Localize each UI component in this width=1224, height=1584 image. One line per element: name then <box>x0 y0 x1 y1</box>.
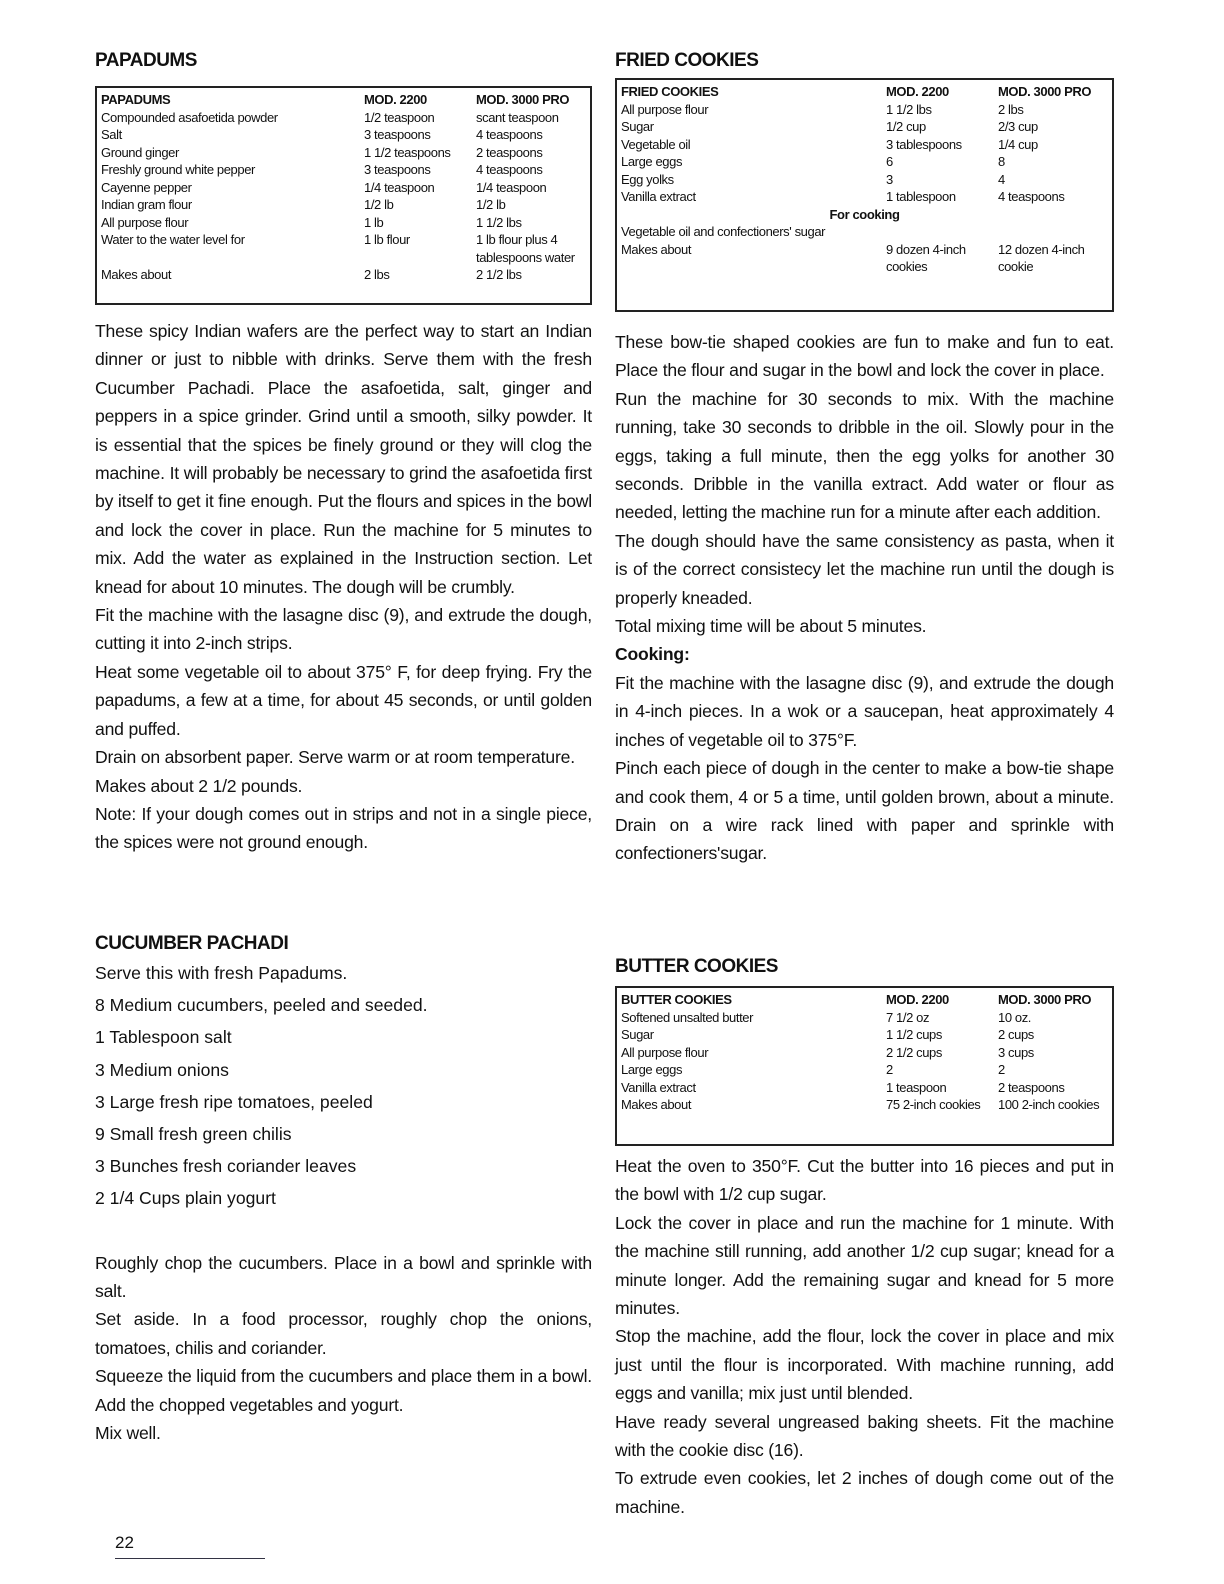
table-row <box>621 171 1108 189</box>
paragraph: Mix well. <box>95 1423 161 1444</box>
ingredient-cell: Softened unsalted butter <box>621 1009 754 1025</box>
mod-2200-cell: 1/2 cup <box>886 119 926 134</box>
ingredient-cell: Vegetable oil <box>621 136 691 152</box>
butter-cookies-section <box>615 956 1114 1521</box>
ingredient-cell: Indian gram flour <box>101 197 192 212</box>
table-row <box>101 109 586 127</box>
mod-3000-cell: 2 <box>998 1062 1005 1077</box>
mod-3000-cell <box>998 223 1108 241</box>
mod-2200-cell: 1 teaspoon <box>886 1079 947 1095</box>
pachadi-section <box>95 933 592 1447</box>
ingredient-cell: All purpose flour <box>621 101 709 117</box>
section-heading: CUCUMBER PACHADI <box>95 933 289 954</box>
ingredient-cell: PAPADUMS <box>101 92 171 107</box>
mod-3000-cell: 100 2-inch cookies <box>998 1097 1100 1112</box>
mod-3000-cell: 4 <box>998 171 1005 187</box>
paragraph: Fit the machine with the lasagne disc (9), and extrude the dough in 4-inch pieces. In a wok or a saucepan, heat approximately 4 inches of vegetable oil to 375°F. <box>615 672 1114 750</box>
mod-2200-cell: 3 <box>886 171 893 187</box>
cooking-text <box>615 669 1114 868</box>
paragraph: Note: If your dough comes out in strips and not in a single piece, the spices were not ground enough. <box>95 803 592 853</box>
mod-2200-cell: 1 lb flour <box>364 232 410 247</box>
paragraph: Pinch each piece of dough in the center to make a bow-tie shape and cook them, 4 or 5 a time, until golden brown, about a minute. Drain on a wire rack lined with paper and sprinkle with confectioners'sugar. <box>615 758 1114 864</box>
table-row <box>621 1009 1108 1027</box>
paragraph: The dough should have the same consistency as pasta, when it is of the correct consistecy let the machine run until the dough is properly kneaded. <box>615 530 1114 608</box>
table-row <box>621 223 1108 241</box>
list-item: 3 Bunches fresh coriander leaves <box>95 1156 357 1177</box>
list-item: Serve this with fresh Papadums. <box>95 963 348 983</box>
fried-cookies-text <box>615 328 1114 640</box>
table-row <box>621 1026 1108 1044</box>
paragraph: Makes about 2 1/2 pounds. <box>95 775 303 796</box>
mod-2200-cell: 1 1/2 cups <box>886 1027 942 1042</box>
paragraph: Squeeze the liquid from the cucumbers and place them in a bowl. Add the chopped vegetables and yogurt. <box>95 1366 592 1415</box>
mod-2200-cell: 2 lbs <box>364 267 390 282</box>
ingredient-cell: Cayenne pepper <box>101 179 192 195</box>
mod-2200-cell: 1/2 teaspoon <box>364 109 435 125</box>
table-header <box>621 83 1108 101</box>
ingredient-cell: Sugar <box>621 1027 654 1042</box>
list-item: 9 Small fresh green chilis <box>95 1124 292 1145</box>
paragraph: Heat some vegetable oil to about 375° F, for deep frying. Fry the papadums, a few at a time, for about 45 seconds, or until golden and puffed. <box>95 661 592 739</box>
ingredient-cell: Egg yolks <box>621 171 674 187</box>
mod-3000-cell: 12 dozen 4-inch cookie <box>998 241 1085 274</box>
paragraph: Total mixing time will be about 5 minutes. <box>615 616 927 637</box>
mod-2200-cell: 9 dozen 4-inch cookies <box>886 241 966 274</box>
pachadi-text <box>95 1249 592 1448</box>
paragraph: Have ready several ungreased baking sheets. Fit the machine with the cookie disc (16). <box>615 1411 1114 1461</box>
table-row <box>621 101 1108 119</box>
mod-3000-cell: 3 cups <box>998 1044 1034 1060</box>
mod-2200-cell: 1 lb <box>364 214 384 230</box>
table-row <box>621 136 1108 154</box>
mod-2200-cell: 6 <box>886 154 893 169</box>
ingredient-cell: Large eggs <box>621 154 683 169</box>
table-row <box>621 1096 1108 1114</box>
ingredient-cell: Ground ginger <box>101 144 179 160</box>
mod-3000-cell: 4 teaspoons <box>998 189 1065 204</box>
mod-2200-cell: 1 tablespoon <box>886 189 956 204</box>
ingredient-cell: Large eggs <box>621 1062 683 1077</box>
mod-2200-cell: 1/4 teaspoon <box>364 179 435 195</box>
list-item: 8 Medium cucumbers, peeled and seeded. <box>95 995 428 1016</box>
mod-3000-cell: 1/4 teaspoon <box>476 179 547 195</box>
ingredient-cell: All purpose flour <box>621 1044 709 1060</box>
mod-2200-cell: 1 1/2 lbs <box>886 101 932 117</box>
table-row <box>101 196 586 214</box>
paragraph: Run the machine for 30 seconds to mix. With the machine running, take 30 seconds to dribble in the oil. Slowly pour in the eggs, taking a full minute, then the egg yolks for another 30 seconds. Dribble in the vanilla extract. Add water or flour as needed, letting the machine run for a minute after each addition. <box>615 388 1114 523</box>
table-row <box>621 188 1108 206</box>
ingredient-cell: BUTTER COOKIES <box>621 992 732 1007</box>
table-row <box>101 144 586 162</box>
mod-3000-cell: 1 lb flour plus 4 tablespoons water <box>476 232 575 265</box>
table-header <box>101 91 586 109</box>
ingredient-cell: Makes about <box>621 1097 692 1112</box>
mod-2200-cell: MOD. 2200 <box>886 992 949 1007</box>
paragraph: Drain on absorbent paper. Serve warm or at room temperature. <box>95 747 575 768</box>
table-row <box>621 118 1108 136</box>
papadums-section <box>95 50 592 857</box>
mod-2200-cell: 75 2-inch cookies <box>886 1097 981 1112</box>
mod-3000-cell: 2 lbs <box>998 101 1024 117</box>
section-heading: BUTTER COOKIES <box>615 956 778 977</box>
table-row <box>101 126 586 144</box>
mod-2200-cell: 7 1/2 oz <box>886 1009 930 1025</box>
paragraph: To extrude even cookies, let 2 inches of dough come out of the machine. <box>615 1468 1114 1517</box>
table-row <box>621 1044 1108 1062</box>
ingredient-cell: Compounded asafoetida powder <box>101 109 278 125</box>
mod-3000-cell: 2 1/2 lbs <box>476 267 522 282</box>
list-item: 3 Medium onions <box>95 1059 229 1080</box>
ingredient-list <box>95 957 592 1215</box>
paragraph: Roughly chop the cucumbers. Place in a bowl and sprinkle with salt. <box>95 1252 592 1302</box>
table-row <box>621 1079 1108 1097</box>
mod-3000-cell: MOD. 3000 PRO <box>998 84 1092 99</box>
ingredient-cell: All purpose flour <box>101 214 189 230</box>
mod-3000-cell: 2/3 cup <box>998 119 1038 134</box>
mod-2200-cell: 1 1/2 teaspoons <box>364 144 451 160</box>
table-row <box>101 214 586 232</box>
mod-3000-cell: 4 teaspoons <box>476 162 543 177</box>
list-item: 2 1/4 Cups plain yogurt <box>95 1188 276 1209</box>
ingredient-cell: Vanilla extract <box>621 1079 696 1095</box>
mod-3000-cell: 10 oz. <box>998 1009 1032 1025</box>
ingredient-cell: Freshly ground white pepper <box>101 162 255 177</box>
mod-3000-cell: MOD. 3000 PRO <box>476 92 570 107</box>
paragraph: Fit the machine with the lasagne disc (9), and extrude the dough, cutting it into 2-inch strips. <box>95 605 592 654</box>
mod-2200-cell <box>886 223 998 241</box>
table-subheader: For cooking <box>829 206 900 222</box>
mod-2200-cell: MOD. 2200 <box>886 84 949 99</box>
mod-3000-cell: 2 teaspoons <box>476 144 543 160</box>
table-row <box>101 266 586 284</box>
table-row <box>621 153 1108 171</box>
papadums-text <box>95 317 592 857</box>
paragraph: Heat the oven to 350°F. Cut the butter into 16 pieces and put in the bowl with 1/2 cup sugar. <box>615 1156 1114 1205</box>
mod-2200-cell: 2 1/2 cups <box>886 1044 942 1060</box>
mod-3000-cell: 1 1/2 lbs <box>476 214 522 230</box>
ingredient-cell: Vanilla extract <box>621 189 696 204</box>
ingredient-cell: Vegetable oil and confectioners' sugar <box>621 224 826 239</box>
list-item: 3 Large fresh ripe tomatoes, peeled <box>95 1091 373 1112</box>
table-row <box>101 179 586 197</box>
mod-3000-cell: 2 teaspoons <box>998 1079 1065 1095</box>
mod-3000-cell: MOD. 3000 PRO <box>998 992 1092 1007</box>
mod-3000-cell: 1/2 lb <box>476 197 506 212</box>
butter-cookies-text <box>615 1152 1114 1521</box>
table-row <box>101 161 586 179</box>
table-row <box>621 241 1108 276</box>
ingredient-cell: Water to the water level for <box>101 232 245 247</box>
mod-2200-cell: MOD. 2200 <box>364 92 427 107</box>
ingredient-cell: Makes about <box>621 241 692 257</box>
paragraph: Lock the cover in place and run the machine for 1 minute. With the machine still running, add another 1/2 cup sugar; knead for a minute longer. Add the remaining sugar and knead for 5 more minutes. <box>615 1212 1114 1319</box>
page-number: 22 <box>115 1533 134 1552</box>
paragraph: These bow-tie shaped cookies are fun to make and fun to eat. Place the flour and sugar in the bowl and lock the cover in place. <box>615 332 1114 381</box>
mod-3000-cell: scant teaspoon <box>476 109 559 125</box>
table-row <box>101 231 586 266</box>
paragraph: Set aside. In a food processor, roughly chop the onions, tomatoes, chilis and coriander. <box>95 1309 592 1358</box>
mod-3000-cell: 2 cups <box>998 1027 1034 1042</box>
ingredient-cell: Salt <box>101 127 122 142</box>
ingredient-cell: Makes about <box>101 267 172 282</box>
mod-2200-cell: 2 <box>886 1062 893 1077</box>
ingredient-cell: Sugar <box>621 119 654 134</box>
mod-2200-cell: 1/2 lb <box>364 197 394 212</box>
fried-cookies-table <box>615 78 1114 312</box>
table-row <box>621 1061 1108 1079</box>
paragraph: Stop the machine, add the flour, lock the cover in place and mix just until the flour is incorporated. With machine running, add eggs and vanilla; mix just until blended. <box>615 1326 1114 1404</box>
mod-2200-cell: 3 teaspoons <box>364 127 431 142</box>
papadums-table <box>95 86 592 305</box>
mod-2200-cell: 3 teaspoons <box>364 162 431 177</box>
cooking-label: Cooking: <box>615 644 690 665</box>
section-heading: PAPADUMS <box>95 50 197 71</box>
mod-3000-cell: 8 <box>998 154 1005 169</box>
mod-3000-cell: 4 teaspoons <box>476 127 543 142</box>
footer-rule <box>115 1558 265 1559</box>
mod-2200-cell: 3 tablespoons <box>886 136 962 152</box>
table-header <box>621 991 1108 1009</box>
fried-cookies-section <box>615 50 1114 868</box>
list-item: 1 Tablespoon salt <box>95 1027 232 1048</box>
mod-3000-cell: 1/4 cup <box>998 136 1038 152</box>
ingredient-cell: FRIED COOKIES <box>621 84 719 99</box>
butter-cookies-table <box>615 986 1114 1146</box>
section-heading: FRIED COOKIES <box>615 50 759 71</box>
paragraph: These spicy Indian wafers are the perfect way to start an Indian dinner or just to nibble with drinks. Serve them with the fresh Cucumber Pachadi. Place the asafoetida, salt, ginger and peppers in a spice grinder. Grind until a smooth, silky powder. It is essential that the spices be finely ground or they will clog the machine. It will probably be necessary to grind the asafoetida first by itself to get it fine enough. Put the flours and spices in the bowl and lock the cover in place. Run the machine for 5 minutes to mix. Add the water as explained in the Instruction section. Let knead for about 10 minutes. The dough will be crumbly. <box>95 321 592 597</box>
